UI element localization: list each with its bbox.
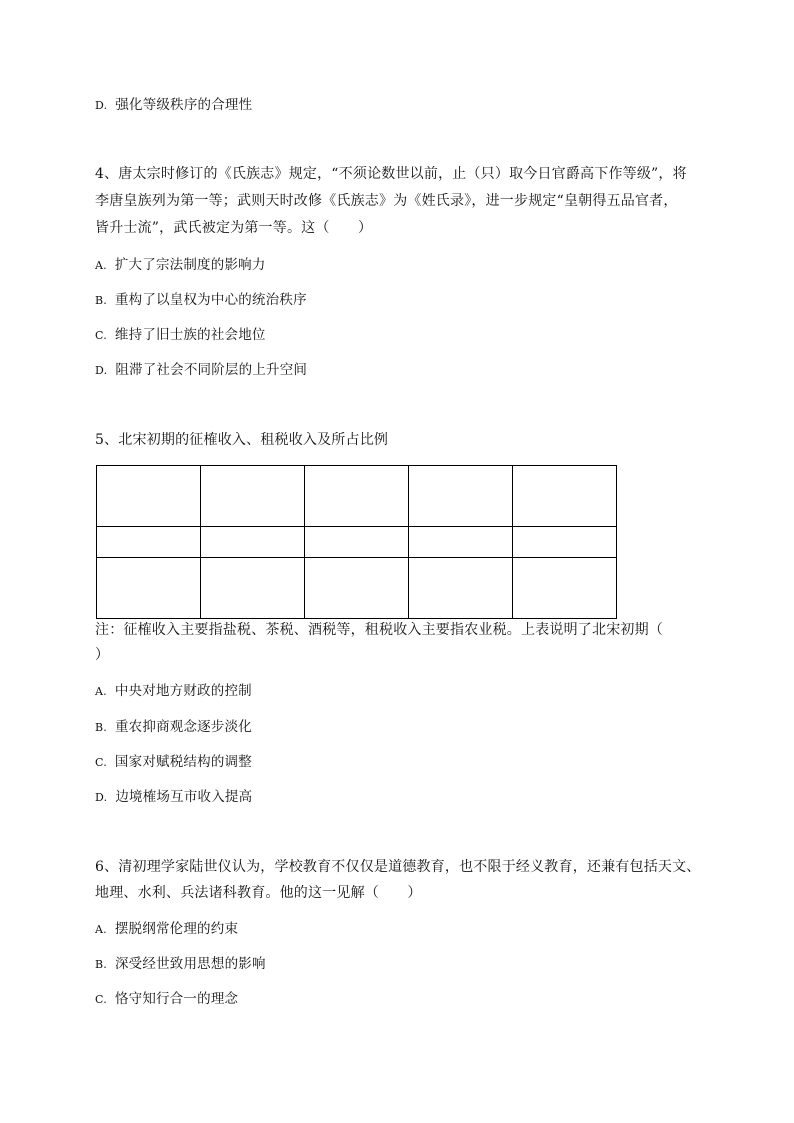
table-cell [201, 527, 305, 558]
q6-option-c [95, 989, 238, 1010]
q5-option-a [95, 681, 252, 702]
revenue-table [96, 465, 617, 619]
option-letter: D. [95, 791, 108, 804]
option-text: 深受经世致用思想的影响 [114, 956, 266, 972]
option-letter: C. [95, 993, 107, 1006]
table-cell [97, 466, 201, 527]
option-text: 恪守知行合一的理念 [114, 991, 239, 1007]
option-text: 重农抑商观念逐步淡化 [114, 719, 252, 735]
q5-note-line-1: 注：征榷收入主要指盐税、茶税、酒税等，租税收入主要指农业税。上表说明了北宋初期（ [95, 622, 663, 638]
q4-option-b [95, 290, 307, 311]
table-cell [201, 558, 305, 619]
table-cell [513, 466, 617, 527]
q4-option-a [95, 255, 266, 276]
option-text: 国家对赋税结构的调整 [114, 754, 252, 770]
q6-stem-line-1: 6、清初理学家陆世仪认为，学校教育不仅仅是道德教育，也不限于经义教育，还兼有包括天文、 [95, 859, 701, 875]
q3-option-d [95, 95, 252, 116]
table-row [97, 466, 617, 527]
table-cell [409, 466, 513, 527]
option-letter: D. [95, 99, 108, 112]
q4-stem-line-3: 皆升士流”，武氏被定为第一等。这（ ） [95, 220, 373, 236]
q5-option-b [95, 717, 252, 738]
option-text: 重构了以皇权为中心的统治秩序 [114, 292, 307, 308]
option-letter: C. [95, 329, 107, 342]
table-cell [513, 527, 617, 558]
option-text: 阻滞了社会不同阶层的上升空间 [115, 362, 308, 378]
q5-stem: 5、北宋初期的征榷收入、租税收入及所占比例 [95, 432, 389, 448]
option-text: 维持了旧士族的社会地位 [114, 327, 266, 343]
option-letter: C. [95, 756, 107, 769]
table-row [97, 558, 617, 619]
q4-stem-line-1: 4、唐太宗时修订的《氏族志》规定，“不须论数世以前，止（只）取今日官爵高下作等级”，将 [95, 166, 687, 182]
option-letter: B. [95, 294, 107, 307]
option-text: 中央对地方财政的控制 [114, 683, 252, 699]
option-text: 边境榷场互市收入提高 [115, 789, 253, 805]
option-letter: A. [95, 923, 107, 936]
option-text: 摆脱纲常伦理的约束 [114, 921, 239, 937]
table-row [97, 527, 617, 558]
table-cell [201, 466, 305, 527]
option-letter: D. [95, 364, 108, 377]
q4-option-d [95, 360, 307, 381]
q5-option-c [95, 752, 252, 773]
table-cell [305, 558, 409, 619]
option-letter: A. [95, 685, 107, 698]
table-cell [97, 527, 201, 558]
table-cell [97, 558, 201, 619]
option-text: 强化等级秩序的合理性 [115, 97, 253, 113]
table-cell [305, 466, 409, 527]
option-text: 扩大了宗法制度的影响力 [114, 257, 266, 273]
q5-note-line-2: ） [95, 647, 110, 663]
table-cell [305, 527, 409, 558]
option-letter: B. [95, 721, 107, 734]
q6-stem-line-2: 地理、水利、兵法诸科教育。他的这一见解（ ） [95, 885, 422, 901]
table-cell [513, 558, 617, 619]
q6-option-a [95, 919, 238, 940]
q4-option-c [95, 325, 266, 346]
q4-stem-line-2: 李唐皇族列为第一等；武则天时改修《氏族志》为《姓氏录》，进一步规定“皇朝得五品官者， [95, 193, 678, 209]
q5-option-d [95, 787, 252, 808]
option-letter: B. [95, 958, 107, 971]
table-cell [409, 527, 513, 558]
q6-option-b [95, 954, 266, 975]
table-cell [409, 558, 513, 619]
option-letter: A. [95, 259, 107, 272]
